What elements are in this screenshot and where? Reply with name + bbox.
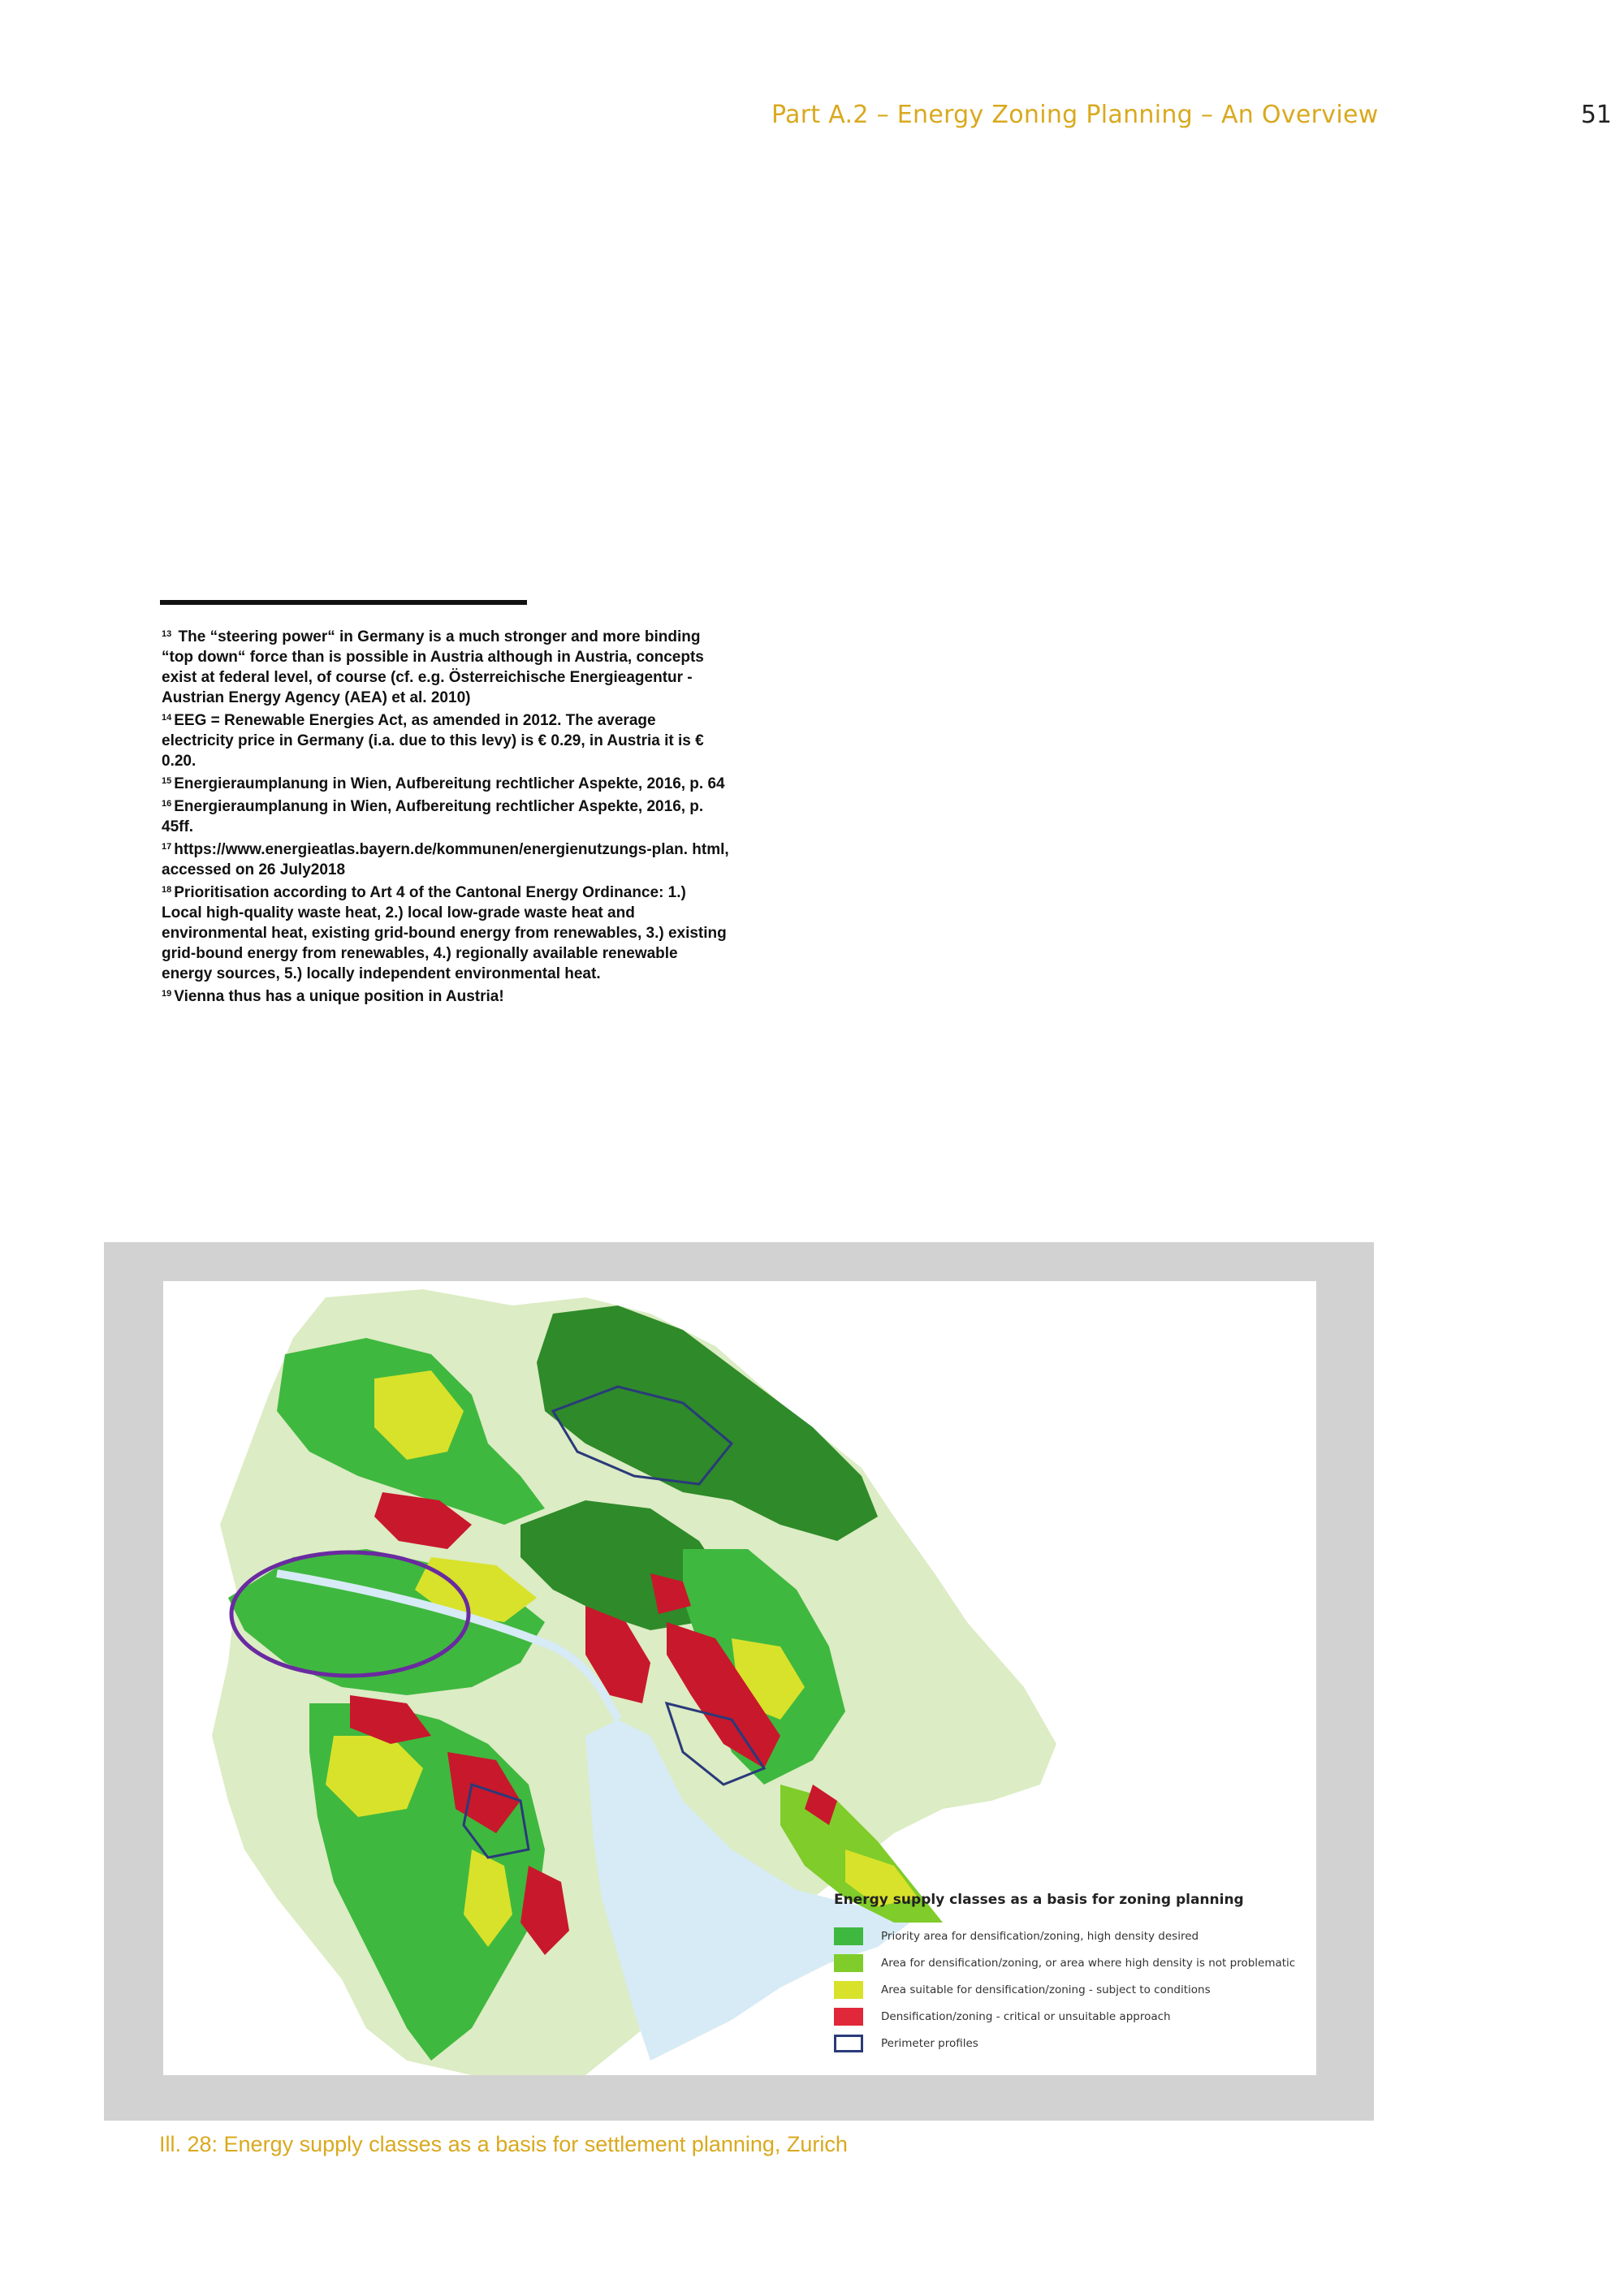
footnote-14 [162, 710, 730, 771]
legend-item-priority [834, 1923, 1313, 1949]
figure-caption: Ill. 28: Energy supply classes as a basis for settlement planning, Zurich [159, 2132, 848, 2156]
footnote-19 [162, 986, 730, 1007]
legend-swatch-outline [834, 2035, 863, 2052]
legend-label: Densification/zoning - critical or unsuitable approach [881, 2009, 1171, 2023]
footnote-17 [162, 839, 730, 880]
footnote-number: 17 [162, 842, 172, 852]
footnote-number: 14 [162, 713, 172, 723]
footnote-16 [162, 796, 730, 837]
footnote-number: 13 [162, 629, 172, 639]
page-number: 51 [1580, 101, 1612, 129]
legend-label: Perimeter profiles [881, 2036, 978, 2050]
legend-label: Area for densification/zoning, or area where high density is not problematic [881, 1956, 1296, 1970]
footnote-separator [160, 600, 527, 605]
legend-swatch [834, 1981, 863, 1999]
footnote-number: 16 [162, 799, 172, 809]
legend-item-perimeter [834, 2030, 1313, 2056]
legend-swatch [834, 2008, 863, 2026]
footnote-15 [162, 774, 730, 794]
legend-item-critical [834, 2003, 1313, 2030]
footnote-text: Energieraumplanung in Wien, Aufbereitung rechtlicher Aspekte, 2016, p. 64 [174, 775, 725, 792]
footnotes [162, 627, 730, 1009]
legend-swatch [834, 1954, 863, 1972]
footnote-text: Prioritisation according to Art 4 of the Cantonal Energy Ordinance: 1.) Local high-quality waste heat, 2.) local low-grade waste heat and environmental heat, existing grid-bound energy from renewables, 3.) existing grid-bound energy from renewables, 4.) regionally available renewable energy sources, 5.) locally independent environmental heat. [162, 884, 727, 982]
footnote-text: EEG = Renewable Energies Act, as amended in 2012. The average electricity price in Germany (i.a. due to this levy) is € 0.29, in Austria it is € 0.20. [162, 712, 704, 770]
legend-label: Area suitable for densification/zoning - subject to conditions [881, 1983, 1211, 1996]
footnote-13 [162, 627, 730, 708]
legend-swatch [834, 1927, 863, 1945]
footnote-18 [162, 883, 730, 984]
figure-frame [104, 1242, 1374, 2121]
legend-item-densification [834, 1949, 1313, 1976]
map-legend [834, 1892, 1313, 2056]
legend-item-conditional [834, 1976, 1313, 2003]
legend-title: Energy supply classes as a basis for zoning planning [834, 1892, 1244, 1908]
footnote-text: Energieraumplanung in Wien, Aufbereitung rechtlicher Aspekte, 2016, p. 45ff. [162, 798, 704, 835]
footnote-text: The “steering power“ in Germany is a much stronger and more binding “top down“ force than is possible in Austria although in Austria, concepts exist at federal level, of course (cf. e.g. Österreichische Energieagentur - Austrian Energy Agency (AEA) et al. 2010) [162, 628, 704, 706]
running-header: Part A.2 – Energy Zoning Planning – An Overview [771, 101, 1379, 129]
footnote-text: https://www.energieatlas.bayern.de/kommunen/energienutzungs-plan. html, accessed on 26 July2018 [162, 841, 729, 878]
footnote-number: 18 [162, 885, 172, 895]
figure-panel [163, 1281, 1316, 2075]
footnote-text: Vienna thus has a unique position in Austria! [174, 988, 504, 1005]
legend-label: Priority area for densification/zoning, high density desired [881, 1929, 1199, 1943]
footnote-number: 15 [162, 776, 172, 786]
footnote-number: 19 [162, 989, 172, 999]
